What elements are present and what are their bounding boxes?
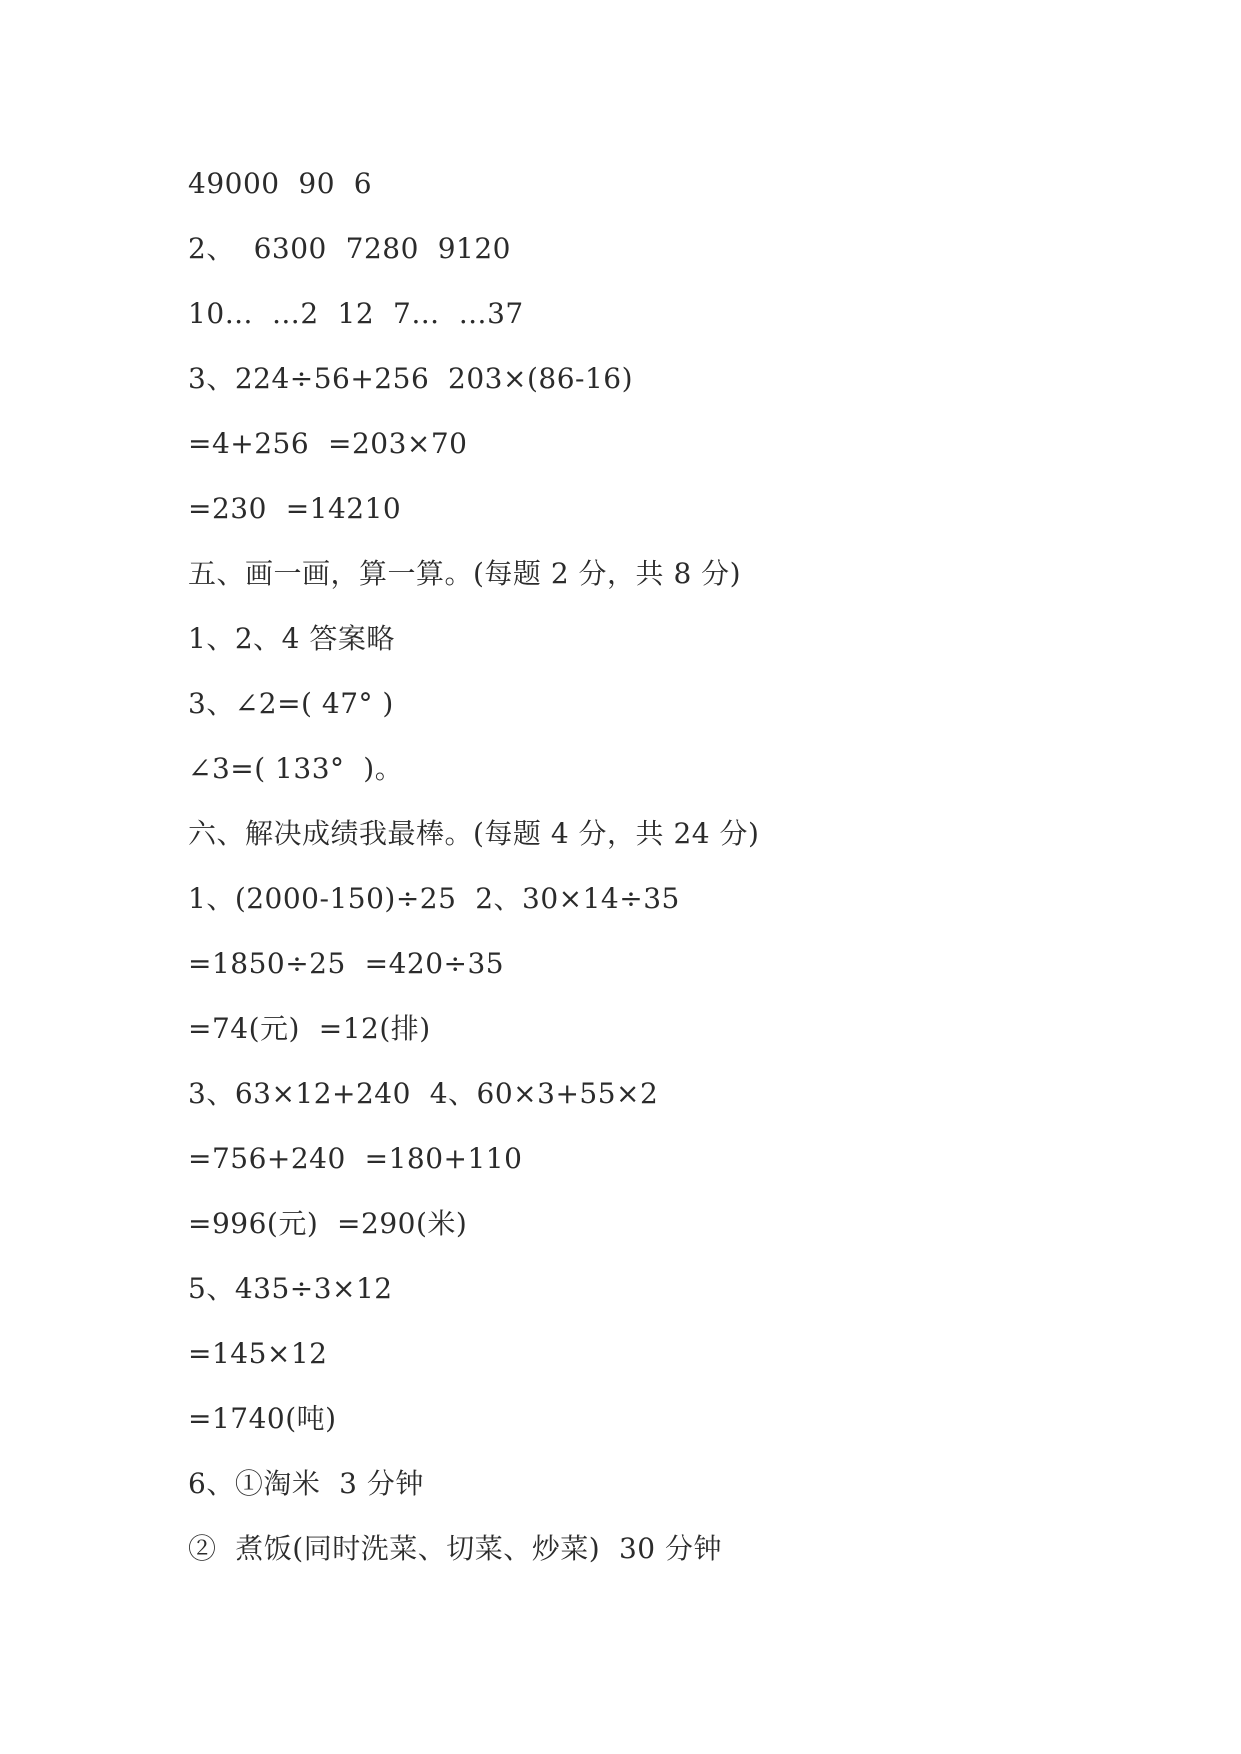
answer-line: 10… …2 12 7… …37: [188, 297, 524, 330]
answer-line: 3、∠2=( 47° ): [188, 687, 394, 720]
section-heading: 五、画一画，算一算。(每题 2 分，共 8 分): [188, 557, 742, 590]
answer-line: =756+240 =180+110: [188, 1142, 523, 1175]
answer-lines: [188, 164, 759, 1594]
answer-line: =1740(吨): [188, 1402, 337, 1435]
answer-line: =1850÷25 =420÷35: [188, 947, 505, 980]
answer-line: =145×12: [188, 1337, 328, 1370]
answer-line: =996(元) =290(米): [188, 1207, 468, 1240]
answer-line: =74(元) =12(排): [188, 1012, 431, 1045]
answer-line: =4+256 =203×70: [188, 427, 468, 460]
answer-line: 3、224÷56+256 203×(86-16): [188, 362, 634, 395]
section-heading: 六、解决成绩我最棒。(每题 4 分，共 24 分): [188, 817, 760, 850]
answer-line: 1、2、4 答案略: [188, 622, 395, 655]
answer-line: 2、 6300 7280 9120: [188, 232, 511, 265]
answer-line: ∠3=( 133° )。: [188, 752, 404, 785]
answer-line: 1、(2000-150)÷25 2、30×14÷35: [188, 882, 680, 915]
answer-line: 5、435÷3×12: [188, 1272, 393, 1305]
answer-line: 49000 90 6: [188, 167, 373, 200]
answer-line: =230 =14210: [188, 492, 402, 525]
answer-line: ② 煮饭(同时洗菜、切菜、炒菜) 30 分钟: [188, 1532, 722, 1565]
answer-line: 6、①淘米 3 分钟: [188, 1467, 424, 1500]
answer-line: 3、63×12+240 4、60×3+55×2: [188, 1077, 659, 1110]
